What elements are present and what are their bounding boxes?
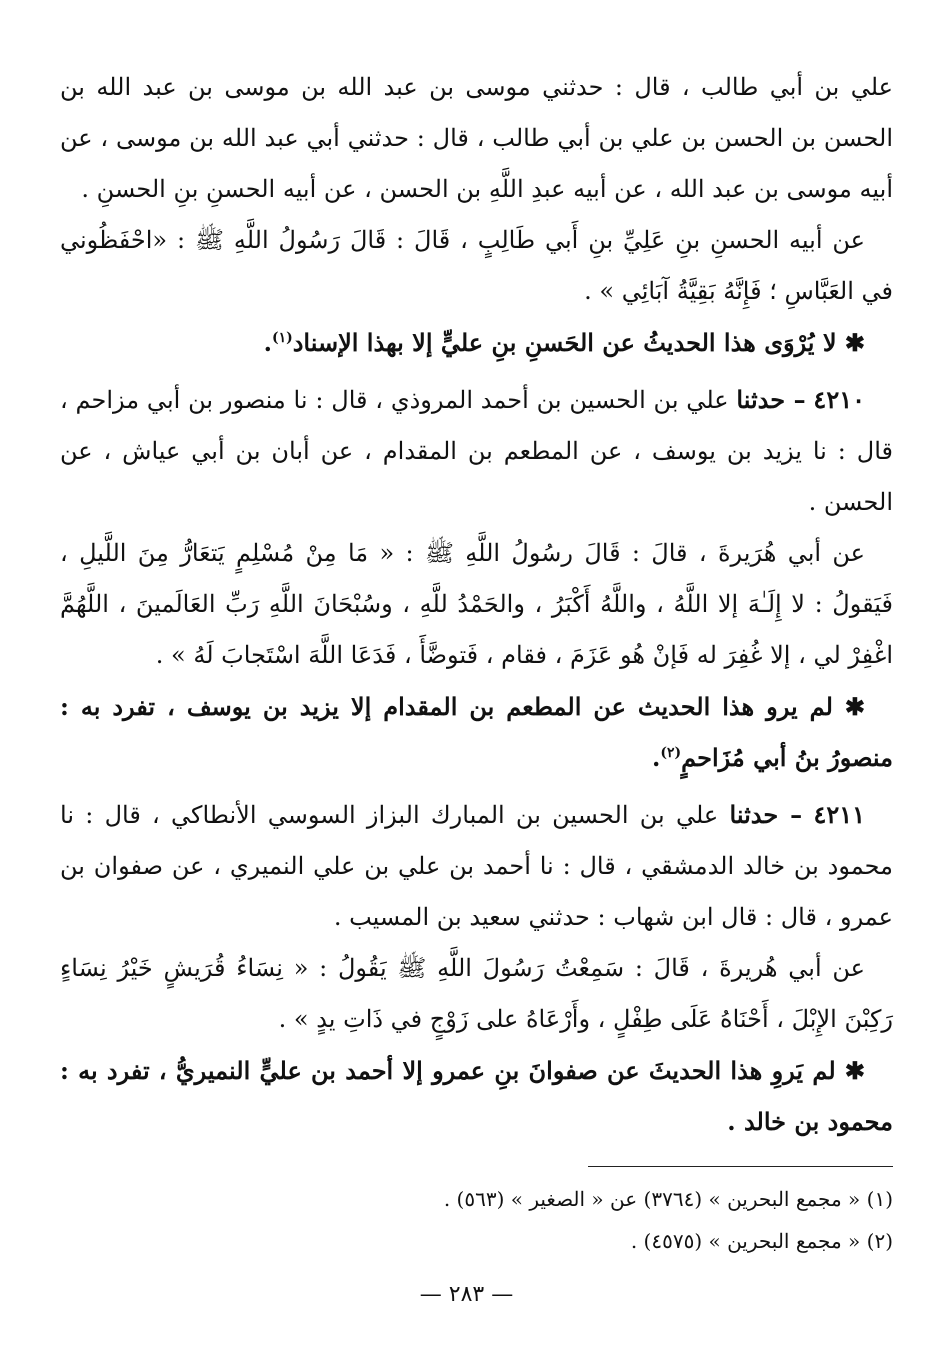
paragraph-end: . [652, 743, 661, 772]
hadith-matn [60, 215, 893, 317]
hadith-lead: – حدثنا [736, 385, 806, 414]
paragraph-text: علي بن الحسين بن أحمد المروذي ، قال : نا منصور بن أبي مزاحم ، قال : نا يزيد بن يوسف ، عن المطعم بن المقدام ، عن أبان بن أبي عياش ، عن الحسن . [60, 386, 893, 516]
hadith-4210-isnad [60, 374, 893, 528]
paragraph-text: ✱ لا يُرْوَى هذا الحديثُ عن الحَسنِ بنِ عليٍّ إلا بهذا الإسناد [292, 328, 865, 357]
hadith-number: ٤٢١١ [813, 800, 865, 829]
paragraph-end: . [263, 328, 272, 357]
paragraph-text: عن أبي هُريرةَ ، قَالَ : سَمِعْتُ رَسُولَ اللَّهِ ﷺ يَقُولُ : « نِسَاءُ قُرَيشٍ خَيْرُ نِسَاءٍ رَكِبْنَ الإِبْلَ ، أَحْنَاهُ عَلَى طِفْلٍ ، وأَرْعَاهُ على زَوْجٍ في ذَاتِ يدٍ » . [60, 954, 893, 1033]
paragraph-text: عن أبيه الحسنِ بنِ عَلِيِّ بنِ أَبي طَالِبٍ ، قَالَ : قَالَ رَسُولُ اللَّهِ ﷺ : «احْفَظُوني في العَبَّاسِ ؛ فَإِنَّهُ بَقِيَّةُ آبَائِي » . [60, 226, 893, 305]
hadith-matn [60, 943, 893, 1045]
main-text [60, 62, 893, 1147]
hadith-matn [60, 528, 893, 681]
commentary-note [60, 681, 893, 783]
footnote-separator [588, 1166, 893, 1167]
paragraph-text: علي بن الحسين بن المبارك البزاز السوسي الأنطاكي ، قال : نا محمود بن خالد الدمشقي ، قال : نا أحمد بن علي بن علي النميري ، عن صفوان بن عمرو ، قال : قال ابن شهاب : حدثني سعيد بن المسيب . [60, 801, 893, 931]
footnote-ref: (٢) [660, 745, 682, 761]
paragraph-text: عن أبي هُرَيرةَ ، قالَ : قَالَ رسُولُ اللَّهِ ﷺ : « مَا مِنْ مُسْلِمٍ يَتعَارُّ مِنَ اللَّيلِ ، فَيَقولُ : لا إِلَـٰهَ إلا اللَّهُ ، واللَّهُ أَكْبَرُ ، والحَمْدُ للَّهِ ، وسُبْحَانَ اللَّهِ رَبِّ العَالَمينَ ، اللَّهُمَّ اغْفِرْ لي ، إلا غُفِرَ له فَإنْ هُو عَزَمَ ، فقام ، فَتوضَّأَ ، فَدَعَا اللَّهَ اسْتَجابَ لَهُ » . [60, 539, 894, 669]
commentary-note [60, 317, 893, 368]
hadith-4211-isnad [60, 789, 893, 943]
paragraph-text: ✱ لم يرو هذا الحديث عن المطعم بن المقدام إلا يزيد بن يوسف ، تفرد به : منصورُ بنُ أبي مُزَاحمٍ [60, 692, 893, 772]
footnote-ref: (١) [271, 330, 293, 346]
isnad-continuation [60, 62, 893, 215]
page-number: — ٢٨٣ — [419, 1282, 514, 1307]
footnote-1: (١) « مجمع البحرين » (٣٧٦٤) عن « الصغير » (٥٦٣) . [443, 1187, 893, 1211]
footnotes [53, 1178, 893, 1262]
commentary-note [60, 1045, 893, 1147]
paragraph-text: علي بن أبي طالب ، قال : حدثني موسى بن عبد الله بن موسى بن عبد الله بن الحسن بن الحسن بن علي بن أبي طالب ، قال : حدثني أبي عبد الله بن موسى ، عن أبيه موسى بن عبد الله ، عن أبيه عبدِ اللَّهِ بن الحسن ، عن أبيه الحسنِ بنِ الحسنِ . [60, 73, 893, 203]
hadith-number: ٤٢١٠ [813, 385, 865, 414]
paragraph-text: ✱ لم يَروِ هذا الحديثَ عن صفوانَ بنِ عمرو إلا أحمد بن عليٍّ النميريُّ ، تفرد به : محمود بن خالد . [60, 1056, 893, 1136]
footnote-2: (٢) « مجمع البحرين » (٤٥٧٥) . [630, 1229, 893, 1253]
hadith-lead: – حدثنا [729, 800, 803, 829]
